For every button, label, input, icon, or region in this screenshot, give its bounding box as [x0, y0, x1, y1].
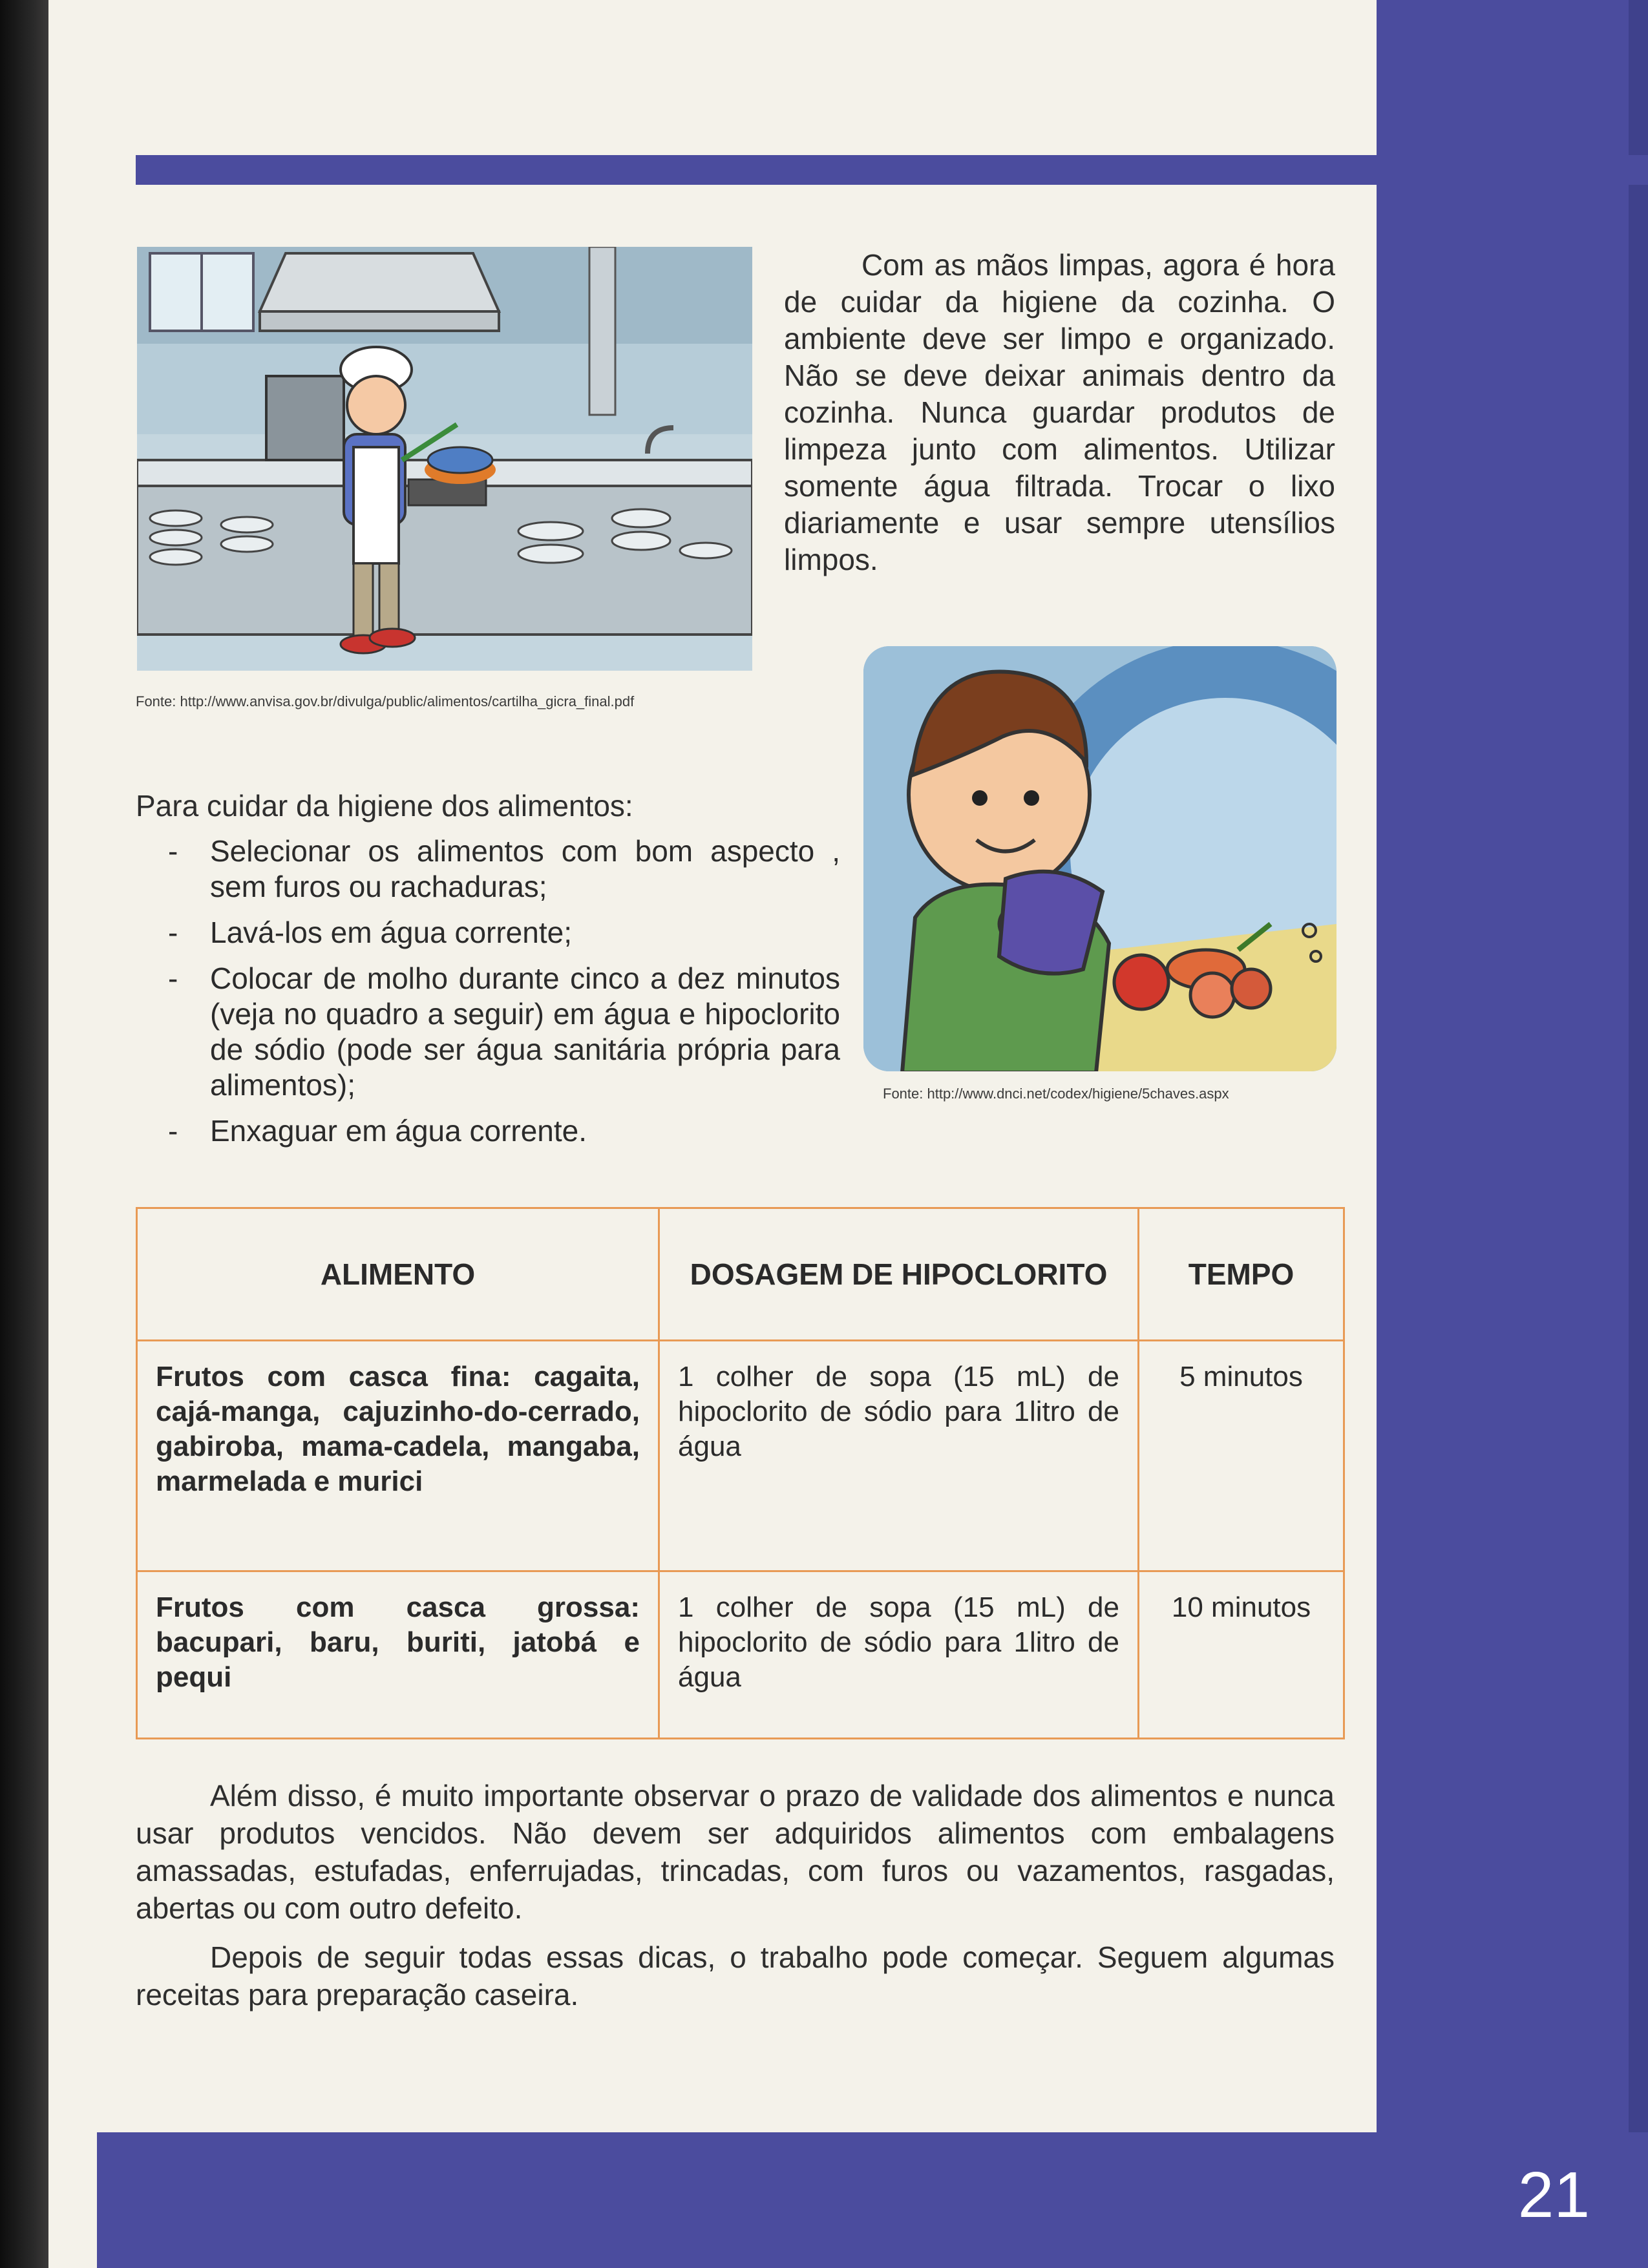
list-item: - Lavá-los em água corrente; — [168, 915, 840, 950]
food-cell: Frutos com casca fina: cagaita, cajá-manga, cajuzinho-do-cerrado, gabiroba, mama-cadela, mangaba, marmelada e murici — [137, 1341, 659, 1571]
dosage-cell: 1 colher de sopa (15 mL) de hipoclorito de sódio para 1litro de água — [659, 1341, 1139, 1571]
time-cell: 5 minutos — [1139, 1341, 1344, 1571]
time-cell: 10 minutos — [1139, 1571, 1344, 1739]
boy-washing-vegetables-illustration — [863, 646, 1336, 1071]
kitchen-image-caption: Fonte: http://www.anvisa.gov.br/divulga/public/alimentos/cartilha_gicra_final.pdf — [136, 693, 635, 709]
hygiene-title: Para cuidar da higiene dos alimentos: — [136, 789, 633, 823]
list-item: - Colocar de molho durante cinco a dez minutos (veja no quadro a seguir) em água e hipoclorito de sódio (pode ser água sanitária própria para alimentos); — [168, 961, 840, 1103]
closing-paragraph-2: Depois de seguir todas essas dicas, o trabalho pode começar. Seguem algumas receitas para preparação caseira. — [136, 1940, 1335, 2011]
table-header-dosage: DOSAGEM DE HIPOCLORITO — [659, 1208, 1139, 1341]
closing-paragraph-1: Além disso, é muito importante observar o prazo de validade dos alimentos e nunca usar produtos vencidos. Não devem ser adquiridos alimentos com embalagens amassadas, estufadas, enferrujadas, trincadas, com furos ou vazamentos, rasgadas, abertas ou com outro defeito. — [136, 1779, 1335, 1925]
food-cell: Frutos com casca grossa: bacupari, baru, buriti, jatobá e pequi — [137, 1571, 659, 1739]
right-band-edge — [1629, 0, 1648, 2268]
list-item: - Enxaguar em água corrente. — [168, 1113, 840, 1149]
list-item: - Selecionar os alimentos com bom aspecto , sem furos ou rachaduras; — [168, 834, 840, 905]
right-decorative-band — [1377, 0, 1648, 2268]
kitchen-paragraph — [784, 247, 1335, 578]
hygiene-list — [168, 834, 840, 1159]
kitchen-illustration — [137, 247, 752, 671]
table-header-food: ALIMENTO — [137, 1208, 659, 1341]
table-row — [137, 1571, 1344, 1739]
hypochlorite-dosage-table — [136, 1207, 1345, 1739]
closing-text — [136, 1777, 1335, 2025]
bottom-decorative-bar — [97, 2132, 1648, 2268]
page-number: 21 — [1517, 2159, 1590, 2231]
top-decorative-bar — [136, 155, 1648, 185]
boy-image-caption: Fonte: http://www.dnci.net/codex/higiene/5chaves.aspx — [883, 1086, 1229, 1102]
table-header-time: TEMPO — [1139, 1208, 1344, 1341]
table-row — [137, 1341, 1344, 1571]
kitchen-paragraph-text: Com as mãos limpas, agora é hora de cuidar da higiene da cozinha. O ambiente deve ser limpo e organizado. Não se deve deixar animais dentro da cozinha. Nunca guardar produtos de limpeza junto com alimentos. Utilizar somente água filtrada. Trocar o lixo diariamente e usar sempre utensílios limpos. — [784, 248, 1335, 576]
dosage-cell: 1 colher de sopa (15 mL) de hipoclorito de sódio para 1litro de água — [659, 1571, 1139, 1739]
book-spine — [0, 0, 48, 2268]
